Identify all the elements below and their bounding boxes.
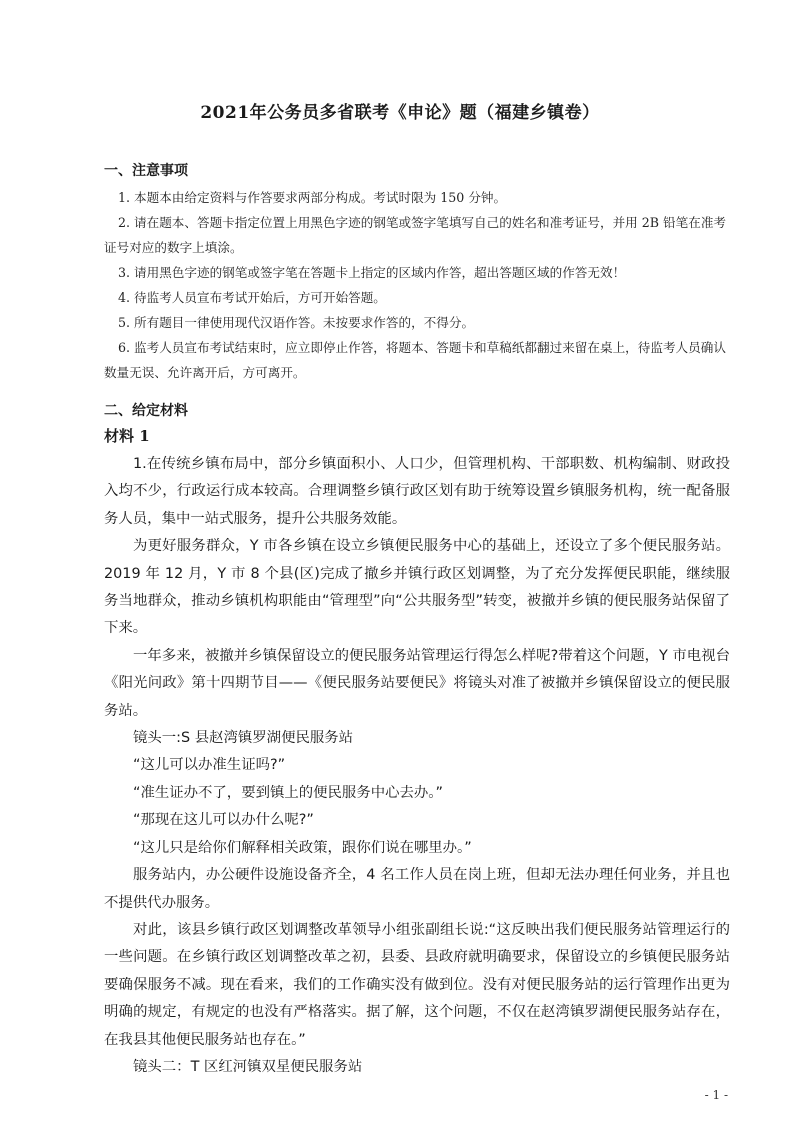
notice-item: 6. 监考人员宣布考试结束时，应立即停止作答，将题本、答题卡和草稿纸都翻过来留在桌上，待监考人员确认数量无误、允许离开后，方可离开。	[104, 340, 726, 380]
dialogue-line: “这儿只是给你们解释相关政策，跟你们说在哪里办。”	[133, 839, 472, 856]
notice-item: 4. 待监考人员宣布考试开始后，方可开始答题。	[118, 290, 386, 305]
notice-item: 5. 所有题目一律使用现代汉语作答。未按要求作答的，不得分。	[118, 315, 475, 330]
dialogue-line: “准生证办不了，要到镇上的便民服务中心去办。”	[133, 784, 443, 801]
dialogue-line: “那现在这儿可以办什么呢?”	[133, 812, 314, 829]
section-heading-materials: 二、给定材料	[104, 403, 188, 419]
scene-heading: 镜头一:S 县赵湾镇罗湖便民服务站	[133, 730, 354, 747]
body-paragraph: 服务站内，办公硬件设施设备齐全，4 名工作人员在岗上班，但却无法办理任何业务，并且也不提供代办服务。	[104, 867, 730, 911]
notice-item: 1. 本题本由给定资料与作答要求两部分构成。考试时限为 150 分钟。	[118, 190, 507, 205]
notice-item: 3. 请用黑色字迹的钢笔或签字笔在答题卡上指定的区域内作答，超出答题区域的作答无效！	[118, 265, 626, 280]
page-title: 2021年公务员多省联考《申论》题（福建乡镇卷）	[200, 103, 600, 123]
body-paragraph: 对此，该县乡镇行政区划调整改革领导小组张副组长说:“这反映出我们便民服务站管理运行的一些问题。在乡镇行政区划调整改革之初，县委、县政府就明确要求，保留设立的乡镇便民服务站要确保服务不减。现在看来，我们的工作确实没有做到位。没有对便民服务站的运行管理作出更为明确的规定，有规定的也没有严格落实。据了解，这个问题，不仅在赵湾镇罗湖便民服务站存在，在我县其他便民服务站也存在。”	[104, 921, 730, 1048]
material-label: 材料 1	[104, 427, 150, 445]
page-number: - 1 -	[704, 1088, 728, 1102]
scene-heading: 镜头二：T 区红河镇双星便民服务站	[133, 1058, 363, 1075]
body-paragraph: 1.在传统乡镇布局中，部分乡镇面积小、人口少，但管理机构、干部职数、机构编制、财政投入均不少，行政运行成本较高。合理调整乡镇行政区划有助于统筹设置乡镇服务机构，统一配备服务人员，集中一站式服务，提升公共服务效能。	[104, 456, 730, 527]
notice-item: 2. 请在题本、答题卡指定位置上用黑色字迹的钢笔或签字笔填写自己的姓名和准考证号，并用 2B 铅笔在准考证号对应的数字上填涂。	[104, 215, 727, 255]
body-paragraph: 一年多来，被撤并乡镇保留设立的便民服务站管理运行得怎么样呢?带着这个问题，Y 市电视台《阳光问政》第十四期节目——《便民服务站要便民》将镜头对准了被撤并乡镇保留设立的便民服务站。	[104, 647, 730, 719]
material-body	[104, 451, 730, 1081]
body-paragraph: 为更好服务群众，Y 市各乡镇在设立乡镇便民服务中心的基础上，还设立了多个便民服务站。2019 年 12 月，Y 市 8 个县(区)完成了撤乡并镇行政区划调整，为了充分发挥便民职能，继续服务当地群众，推动乡镇机构职能由“管理型”向“公共服务型”转变，被撤并乡镇的便民服务站保留了下来。	[104, 538, 730, 637]
notice-list	[104, 185, 730, 385]
dialogue-line: “这儿可以办准生证吗?”	[133, 757, 286, 774]
section-heading-notice: 一、注意事项	[104, 163, 188, 179]
